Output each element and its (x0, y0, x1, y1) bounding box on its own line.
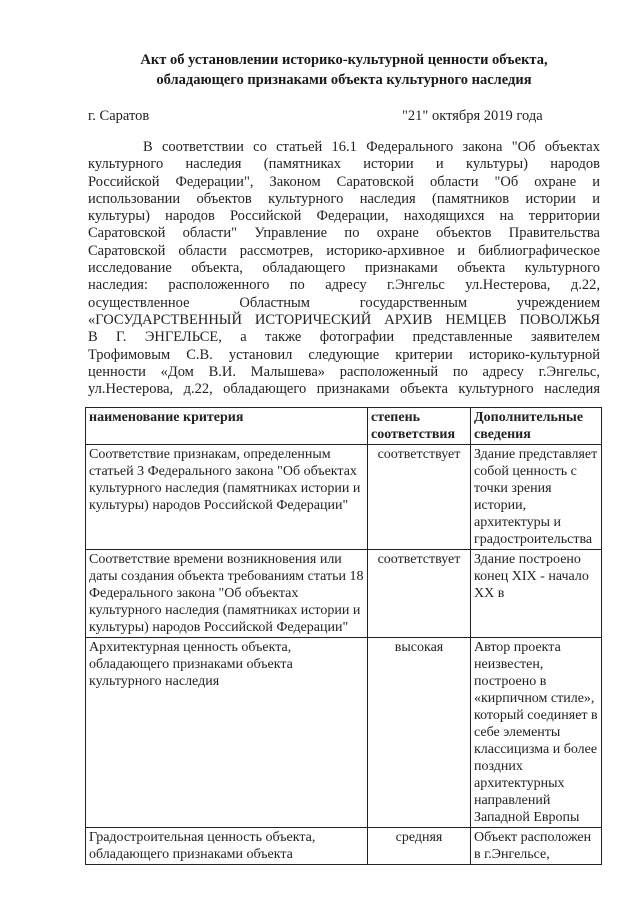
table-row (86, 550, 602, 638)
body-line: Российской Федерации", Законом Саратовской области "Об охране и (88, 173, 600, 190)
body-line: осуществленное Областным государственным учреждением (88, 294, 600, 311)
header-info: Дополнительные сведения (471, 408, 602, 445)
header-degree: степень соответствия (368, 408, 471, 445)
body-line: культуры) народов Российской Федерации, находящихся на территории (88, 208, 600, 225)
document-city: г. Саратов (88, 108, 150, 124)
table-header-row (86, 408, 602, 445)
info-cell: Автор проекта неизвестен, построено в «кирпичном стиле», который соединяет в себе элементы классицизма и более поздних архитектурных направлений Западной Европы (471, 638, 602, 828)
body-line: ценности «Дом В.И. Малышева» расположенный по адресу г.Энгельс, (88, 363, 600, 380)
body-line: «ГОСУДАРСТВЕННЫЙ ИСТОРИЧЕСКИЙ АРХИВ НЕМЦЕВ ПОВОЛЖЬЯ (88, 311, 600, 328)
title-line-1: Акт об установлении историко-культурной ценности объекта, (140, 52, 548, 68)
body-line: исследование объекта, обладающего признаками объекта культурного (88, 260, 600, 277)
table-row (86, 638, 602, 828)
criterion-cell: Соответствие времени возникновения или даты создания объекта требованиям статьи 18 Федерального закона "Об объектах культурного наследия (памятниках истории и культуры) народов Российской Федерации" (86, 550, 368, 638)
body-line: В соответствии со статьей 16.1 Федерального закона "Об объектах (143, 139, 600, 155)
body-line: культурного наследия (памятниках истории и культуры) народов (88, 156, 600, 173)
table-row (86, 445, 602, 550)
table-row (86, 828, 602, 865)
document-date: "21" октября 2019 года (402, 108, 543, 124)
info-cell: Объект расположен в г.Энгельсе, (471, 828, 602, 865)
body-line: Саратовской области" Управление по охране объектов Правительства (88, 225, 600, 242)
degree-cell: соответствует (368, 550, 471, 638)
body-line: Трофимовым С.В. установил следующие критерии историко-культурной (88, 346, 600, 363)
body-line: В Г. ЭНГЕЛЬСЕ, а также фотографии представленные заявителем (88, 329, 600, 346)
header-criterion: наименование критерия (86, 408, 368, 445)
criterion-cell: Градостроительная ценность объекта, обладающего признаками объекта (86, 828, 368, 865)
info-cell: Здание построено конец XIX - начало XX в (471, 550, 602, 638)
body-line: использовании объектов культурного наследия (памятников истории и (88, 190, 600, 207)
body-paragraph (88, 139, 600, 398)
criterion-cell: Архитектурная ценность объекта, обладающего признаками объекта культурного наследия (86, 638, 368, 828)
body-line: Саратовской области рассмотрев, историко-архивное и библиографическое (88, 242, 600, 259)
degree-cell: соответствует (368, 445, 471, 550)
info-cell: Здание представляет собой ценность с точки зрения истории, архитектуры и градостроительства (471, 445, 602, 550)
degree-cell: средняя (368, 828, 471, 865)
criteria-table (85, 407, 602, 865)
degree-cell: высокая (368, 638, 471, 828)
body-line: ул.Нестерова, д.22, обладающего признаками объекта культурного наследия (88, 381, 600, 398)
body-line: наследия: расположенного по адресу г.Энгельс ул.Нестерова, д.22, (88, 277, 600, 294)
criterion-cell: Соответствие признакам, определенным статьей 3 Федерального закона "Об объектах культурного наследия (памятниках истории и культуры) народов Российской Федерации" (86, 445, 368, 550)
title-line-2: обладающего признаками объекта культурного наследия (156, 72, 532, 88)
document-title (84, 50, 604, 90)
